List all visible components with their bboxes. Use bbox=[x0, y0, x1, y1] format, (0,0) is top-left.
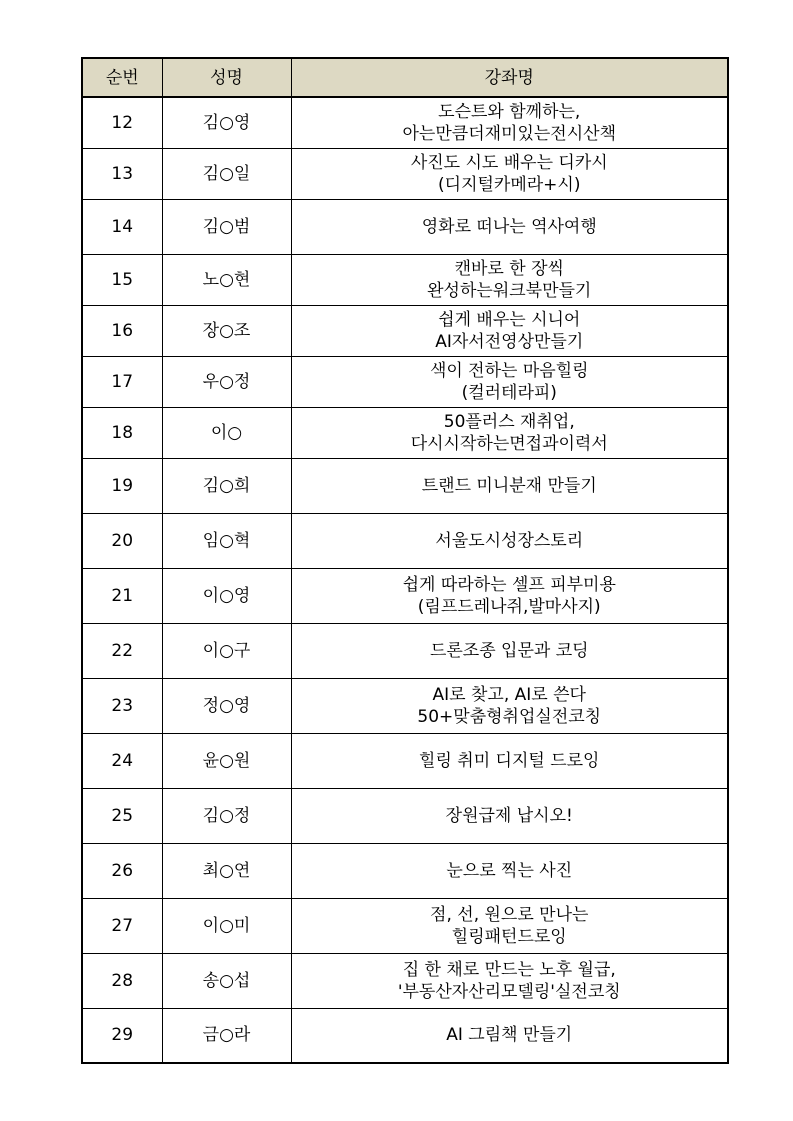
course-title-line: (림프드레나쥐,발마사지) bbox=[417, 596, 601, 617]
course-title-line: AI 그림책 만들기 bbox=[446, 1025, 573, 1046]
row-number: 19 bbox=[82, 458, 162, 513]
course-title-line: 눈으로 찍는 사진 bbox=[446, 860, 573, 881]
row-number: 23 bbox=[82, 678, 162, 733]
row-course bbox=[291, 356, 728, 407]
row-name: 김○범 bbox=[162, 199, 291, 254]
table-row bbox=[82, 148, 728, 199]
row-name: 김○정 bbox=[162, 788, 291, 843]
row-name: 김○희 bbox=[162, 458, 291, 513]
table-row bbox=[82, 305, 728, 356]
table-row bbox=[82, 356, 728, 407]
row-name: 정○영 bbox=[162, 678, 291, 733]
row-number: 28 bbox=[82, 953, 162, 1008]
table-row bbox=[82, 733, 728, 788]
course-title-line: AI자서전영상만들기 bbox=[435, 331, 584, 352]
table-header-row bbox=[82, 58, 728, 97]
row-name: 이○구 bbox=[162, 623, 291, 678]
row-name: 이○미 bbox=[162, 898, 291, 953]
table-row bbox=[82, 199, 728, 254]
course-title-line: (디지털카메라+시) bbox=[438, 174, 581, 195]
table-row bbox=[82, 97, 728, 148]
course-title-line: 도슨트와 함께하는, bbox=[438, 101, 581, 122]
course-title-line: AI로 찾고, AI로 쓴다 bbox=[432, 684, 586, 705]
row-name: 윤○원 bbox=[162, 733, 291, 788]
row-number: 16 bbox=[82, 305, 162, 356]
row-number: 24 bbox=[82, 733, 162, 788]
row-number: 27 bbox=[82, 898, 162, 953]
course-title-line: 50+맞춤형취업실전코칭 bbox=[417, 706, 602, 727]
table-row bbox=[82, 407, 728, 458]
table-row bbox=[82, 623, 728, 678]
row-course bbox=[291, 305, 728, 356]
course-title-line: 사진도 시도 배우는 디카시 bbox=[410, 152, 608, 173]
course-title-line: 다시시작하는면접과이력서 bbox=[410, 433, 608, 454]
row-number: 21 bbox=[82, 568, 162, 623]
row-number: 26 bbox=[82, 843, 162, 898]
table-row bbox=[82, 678, 728, 733]
row-number: 29 bbox=[82, 1008, 162, 1063]
row-number: 13 bbox=[82, 148, 162, 199]
row-course bbox=[291, 568, 728, 623]
course-title-line: 트랜드 미니분재 만들기 bbox=[421, 475, 597, 496]
course-title-line: 드론조종 입문과 코딩 bbox=[429, 640, 589, 661]
table-row bbox=[82, 898, 728, 953]
row-course bbox=[291, 1008, 728, 1063]
row-course bbox=[291, 458, 728, 513]
course-title-line: 50플러스 재취업, bbox=[443, 411, 575, 432]
row-number: 20 bbox=[82, 513, 162, 568]
table-body bbox=[82, 97, 728, 1063]
table-row bbox=[82, 568, 728, 623]
row-name: 노○현 bbox=[162, 254, 291, 305]
table-row bbox=[82, 458, 728, 513]
row-course bbox=[291, 788, 728, 843]
row-name: 이○ bbox=[162, 407, 291, 458]
row-number: 22 bbox=[82, 623, 162, 678]
course-title-line: 장원급제 납시오! bbox=[445, 805, 573, 826]
table-row bbox=[82, 953, 728, 1008]
course-title-line: (컬러테라피) bbox=[461, 382, 557, 403]
row-number: 15 bbox=[82, 254, 162, 305]
course-title-line: 색이 전하는 마음힐링 bbox=[429, 360, 589, 381]
header-course: 강좌명 bbox=[291, 58, 728, 97]
table-row bbox=[82, 513, 728, 568]
row-course bbox=[291, 733, 728, 788]
row-course bbox=[291, 254, 728, 305]
course-title-line: 쉽게 따라하는 셀프 피부미용 bbox=[402, 574, 616, 595]
row-name: 송○섭 bbox=[162, 953, 291, 1008]
course-title-line: 완성하는워크북만들기 bbox=[427, 280, 592, 301]
table-row bbox=[82, 788, 728, 843]
row-name: 최○연 bbox=[162, 843, 291, 898]
row-course bbox=[291, 953, 728, 1008]
row-name: 우○정 bbox=[162, 356, 291, 407]
row-course bbox=[291, 678, 728, 733]
table-row bbox=[82, 1008, 728, 1063]
row-course bbox=[291, 843, 728, 898]
row-course bbox=[291, 199, 728, 254]
row-course bbox=[291, 407, 728, 458]
row-name: 임○혁 bbox=[162, 513, 291, 568]
course-title-line: 쉽게 배우는 시니어 bbox=[438, 309, 581, 330]
course-title-line: 힐링패턴드로잉 bbox=[451, 926, 567, 947]
course-title-line: 힐링 취미 디지털 드로잉 bbox=[419, 750, 600, 771]
row-course bbox=[291, 898, 728, 953]
row-number: 17 bbox=[82, 356, 162, 407]
course-title-line: 캔바로 한 장씩 bbox=[454, 258, 564, 279]
course-title-line: 아는만큼더재미있는전시산책 bbox=[402, 123, 616, 144]
course-title-line: 집 한 채로 만드는 노후 월급, bbox=[402, 959, 616, 980]
course-title-line: '부동산자산리모델링'실전코칭 bbox=[397, 981, 621, 1002]
row-number: 14 bbox=[82, 199, 162, 254]
course-title-line: 점, 선, 원으로 만나는 bbox=[430, 904, 589, 925]
row-name: 금○라 bbox=[162, 1008, 291, 1063]
table-row bbox=[82, 254, 728, 305]
row-name: 이○영 bbox=[162, 568, 291, 623]
row-course bbox=[291, 623, 728, 678]
row-name: 김○영 bbox=[162, 97, 291, 148]
course-roster-table bbox=[81, 57, 729, 1064]
row-course bbox=[291, 97, 728, 148]
header-number: 순번 bbox=[82, 58, 162, 97]
course-title-line: 서울도시성장스토리 bbox=[435, 530, 584, 551]
row-course bbox=[291, 148, 728, 199]
header-name: 성명 bbox=[162, 58, 291, 97]
row-name: 장○조 bbox=[162, 305, 291, 356]
row-number: 18 bbox=[82, 407, 162, 458]
row-course bbox=[291, 513, 728, 568]
row-number: 25 bbox=[82, 788, 162, 843]
row-name: 김○일 bbox=[162, 148, 291, 199]
row-number: 12 bbox=[82, 97, 162, 148]
course-title-line: 영화로 떠나는 역사여행 bbox=[421, 216, 597, 237]
table-row bbox=[82, 843, 728, 898]
